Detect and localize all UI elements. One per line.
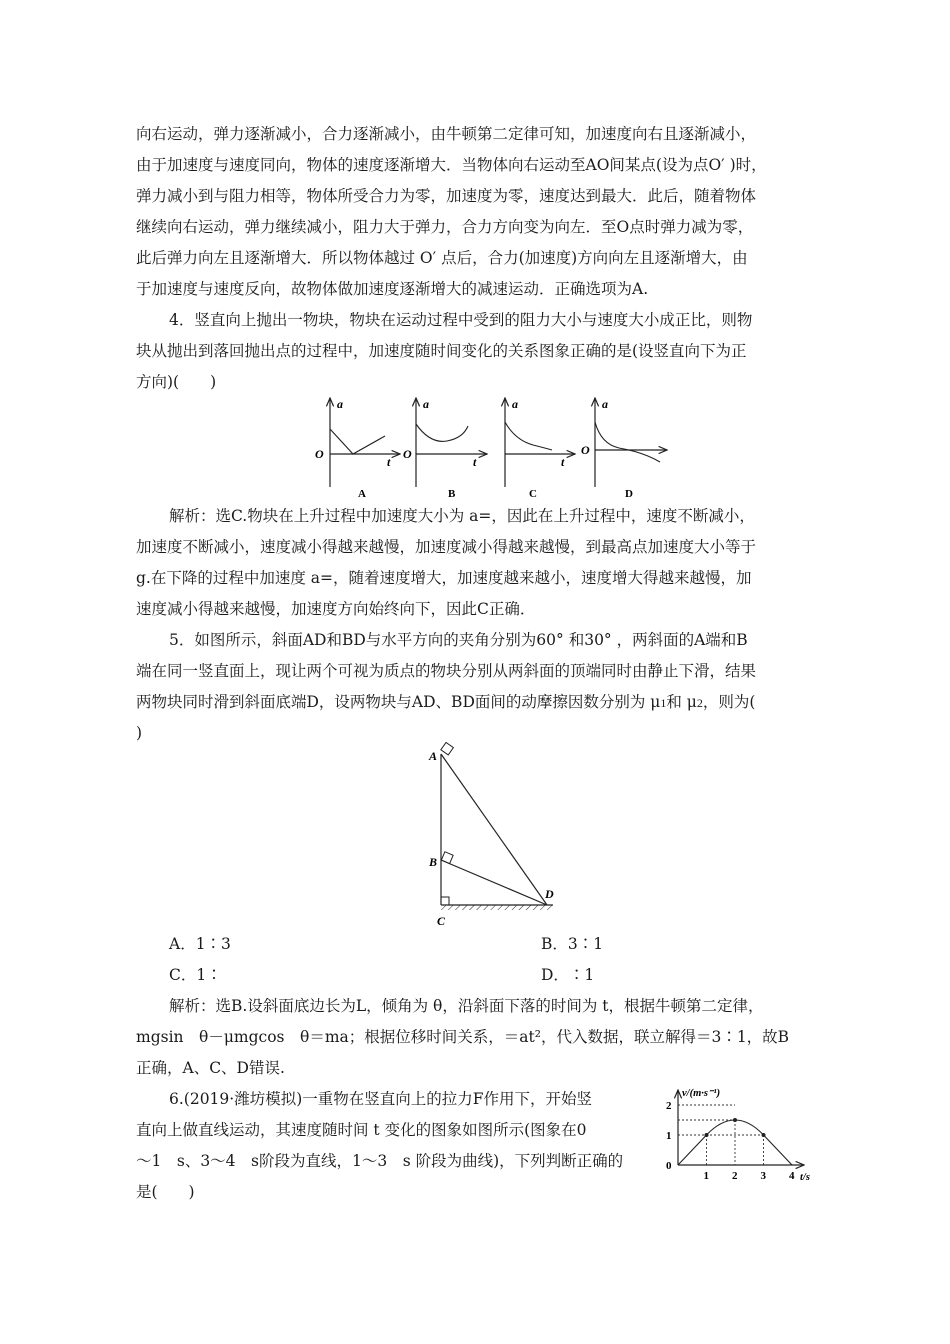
y-axis-label: v/(m·s⁻¹) xyxy=(682,1088,721,1099)
text-line: 块从抛出到落回抛出点的过程中，加速度随时间变化的关系图象正确的是(设竖直向下为正 xyxy=(136,342,747,360)
axis-y-label: a xyxy=(423,397,429,411)
q6-velocity-time-chart xyxy=(658,1082,828,1184)
data-point xyxy=(733,1118,737,1122)
text-line: 端在同一竖直面上，现让两个可视为质点的物块分别从两斜面的顶端同时由静止下滑，结果 xyxy=(136,662,757,680)
option-c[interactable]: C．1∶ xyxy=(169,966,222,984)
subscript: 2 xyxy=(696,696,703,710)
text-line: 于加速度与速度反向，故物体做加速度逐渐增大的减速运动．正确选项为A. xyxy=(136,280,649,298)
text-line: ) xyxy=(136,724,143,742)
text-line: 此后弹力向左且逐渐增大．所以物体越过 O′ 点后，合力(加速度)方向向左且逐渐增大，由 xyxy=(136,249,748,267)
graph-d xyxy=(581,397,667,500)
y-tick-label: 2 xyxy=(666,1100,672,1112)
point-label-a: A xyxy=(429,749,438,763)
text-line xyxy=(136,692,755,713)
point-label-b: B xyxy=(429,855,438,869)
option-b[interactable]: B．3∶1 xyxy=(541,935,604,953)
axis-y-label: a xyxy=(512,397,518,411)
origin-label: 0 xyxy=(666,1160,672,1172)
graph-b xyxy=(403,397,487,500)
graph-c xyxy=(505,397,575,500)
q5-incline-figure xyxy=(425,742,565,932)
text-line: 继续向右运动，弹力继续减小，阻力大于弹力，合力方向变为向左．至O点时弹力减为零， xyxy=(136,218,754,236)
point-label-d: D xyxy=(545,887,554,901)
q4-graphs-figure xyxy=(305,392,675,504)
x-tick-label: 3 xyxy=(760,1170,766,1182)
text-line: 弹力减小到与阻力相等，物体所受合力为零，加速度为零，速度达到最大．此后，随着物体 xyxy=(136,187,757,205)
text-line: mgsin θ－μmgcos θ＝ma；根据位移时间关系，＝at²，代入数据，联立解得＝3∶1，故B xyxy=(136,1028,790,1046)
x-tick-label: 2 xyxy=(732,1170,738,1182)
axis-x-label: t xyxy=(561,455,565,469)
text-line: 正确，A、C、D错误. xyxy=(136,1059,285,1077)
text-line: 直向上做直线运动，其速度随时间 t 变化的图象如图所示(图象在0 xyxy=(136,1121,587,1139)
origin-label: O xyxy=(315,447,324,461)
graph-label: C xyxy=(529,488,537,500)
graph-label: B xyxy=(448,488,456,500)
graph-label: D xyxy=(625,488,633,500)
text-line: 5．如图所示，斜面AD和BD与水平方向的夹角分别为60° 和30° ，两斜面的A端和B xyxy=(169,631,748,649)
text-line: 6.(2019·潍坊模拟)一重物在竖直向上的拉力F作用下，开始竖 xyxy=(169,1090,593,1108)
graph-label: A xyxy=(358,488,366,500)
guide-lines xyxy=(678,1105,764,1165)
origin-label: O xyxy=(403,447,412,461)
origin-label: O xyxy=(581,443,590,457)
data-points xyxy=(705,1118,766,1137)
text-line: 方向)( ) xyxy=(136,373,217,391)
axis-x-label: t xyxy=(387,455,391,469)
text-line: 解析：选B.设斜面底边长为L，倾角为 θ，沿斜面下落的时间为 t，根据牛顿第二定律， xyxy=(169,997,764,1015)
text-line: 速度减小得越来越慢，加速度方向始终向下，因此C正确． xyxy=(136,600,536,618)
axis-y-label: a xyxy=(602,397,608,411)
tick-labels xyxy=(666,1100,795,1182)
text-line: 向右运动，弹力逐渐减小，合力逐渐减小，由牛顿第二定律可知，加速度向右且逐渐减小， xyxy=(136,125,757,143)
point-label-c: C xyxy=(437,914,446,928)
y-tick-label: 1 xyxy=(666,1130,672,1142)
option-d[interactable]: D．∶1 xyxy=(541,966,595,984)
x-axis-label: t/s xyxy=(800,1172,810,1183)
text-line: 4．竖直向上抛出一物块，物块在运动过程中受到的阻力大小与速度大小成正比，则物 xyxy=(169,311,753,329)
text-line: 解析：选C.物块在上升过程中加速度大小为 a=，因此在上升过程中，速度不断减小， xyxy=(169,507,755,525)
data-point xyxy=(762,1133,766,1137)
text-segment: ，则为( xyxy=(702,693,756,711)
text-line: 加速度不断减小，速度减小得越来越慢，加速度减小得越来越慢，到最高点加速度大小等于 xyxy=(136,538,757,556)
axis-y-label: a xyxy=(337,397,343,411)
x-tick-label: 1 xyxy=(703,1170,709,1182)
text-segment: 和 μ xyxy=(666,693,697,711)
subscript: 1 xyxy=(660,696,667,710)
velocity-curve xyxy=(678,1120,792,1165)
x-tick-label: 4 xyxy=(789,1170,795,1182)
text-segment: 两物块同时滑到斜面底端D，设两物块与AD、BD面间的动摩擦因数分别为 μ xyxy=(136,693,661,711)
text-line: 是( ) xyxy=(136,1183,195,1201)
text-line: 由于加速度与速度同向，物体的速度逐渐增大．当物体向右运动至AO间某点(设为点O′ )时， xyxy=(136,156,767,174)
graph-a xyxy=(315,397,400,500)
text-line: ～1 s、3～4 s阶段为直线，1～3 s 阶段为曲线)，下列判断正确的 xyxy=(136,1152,624,1170)
axis-x-label: t xyxy=(473,455,477,469)
option-a[interactable]: A．1∶3 xyxy=(169,935,231,953)
data-point xyxy=(705,1133,709,1137)
text-line: g.在下降的过程中加速度 a=，随着速度增大，加速度越来越小，速度增大得越来越慢，加 xyxy=(136,569,752,587)
